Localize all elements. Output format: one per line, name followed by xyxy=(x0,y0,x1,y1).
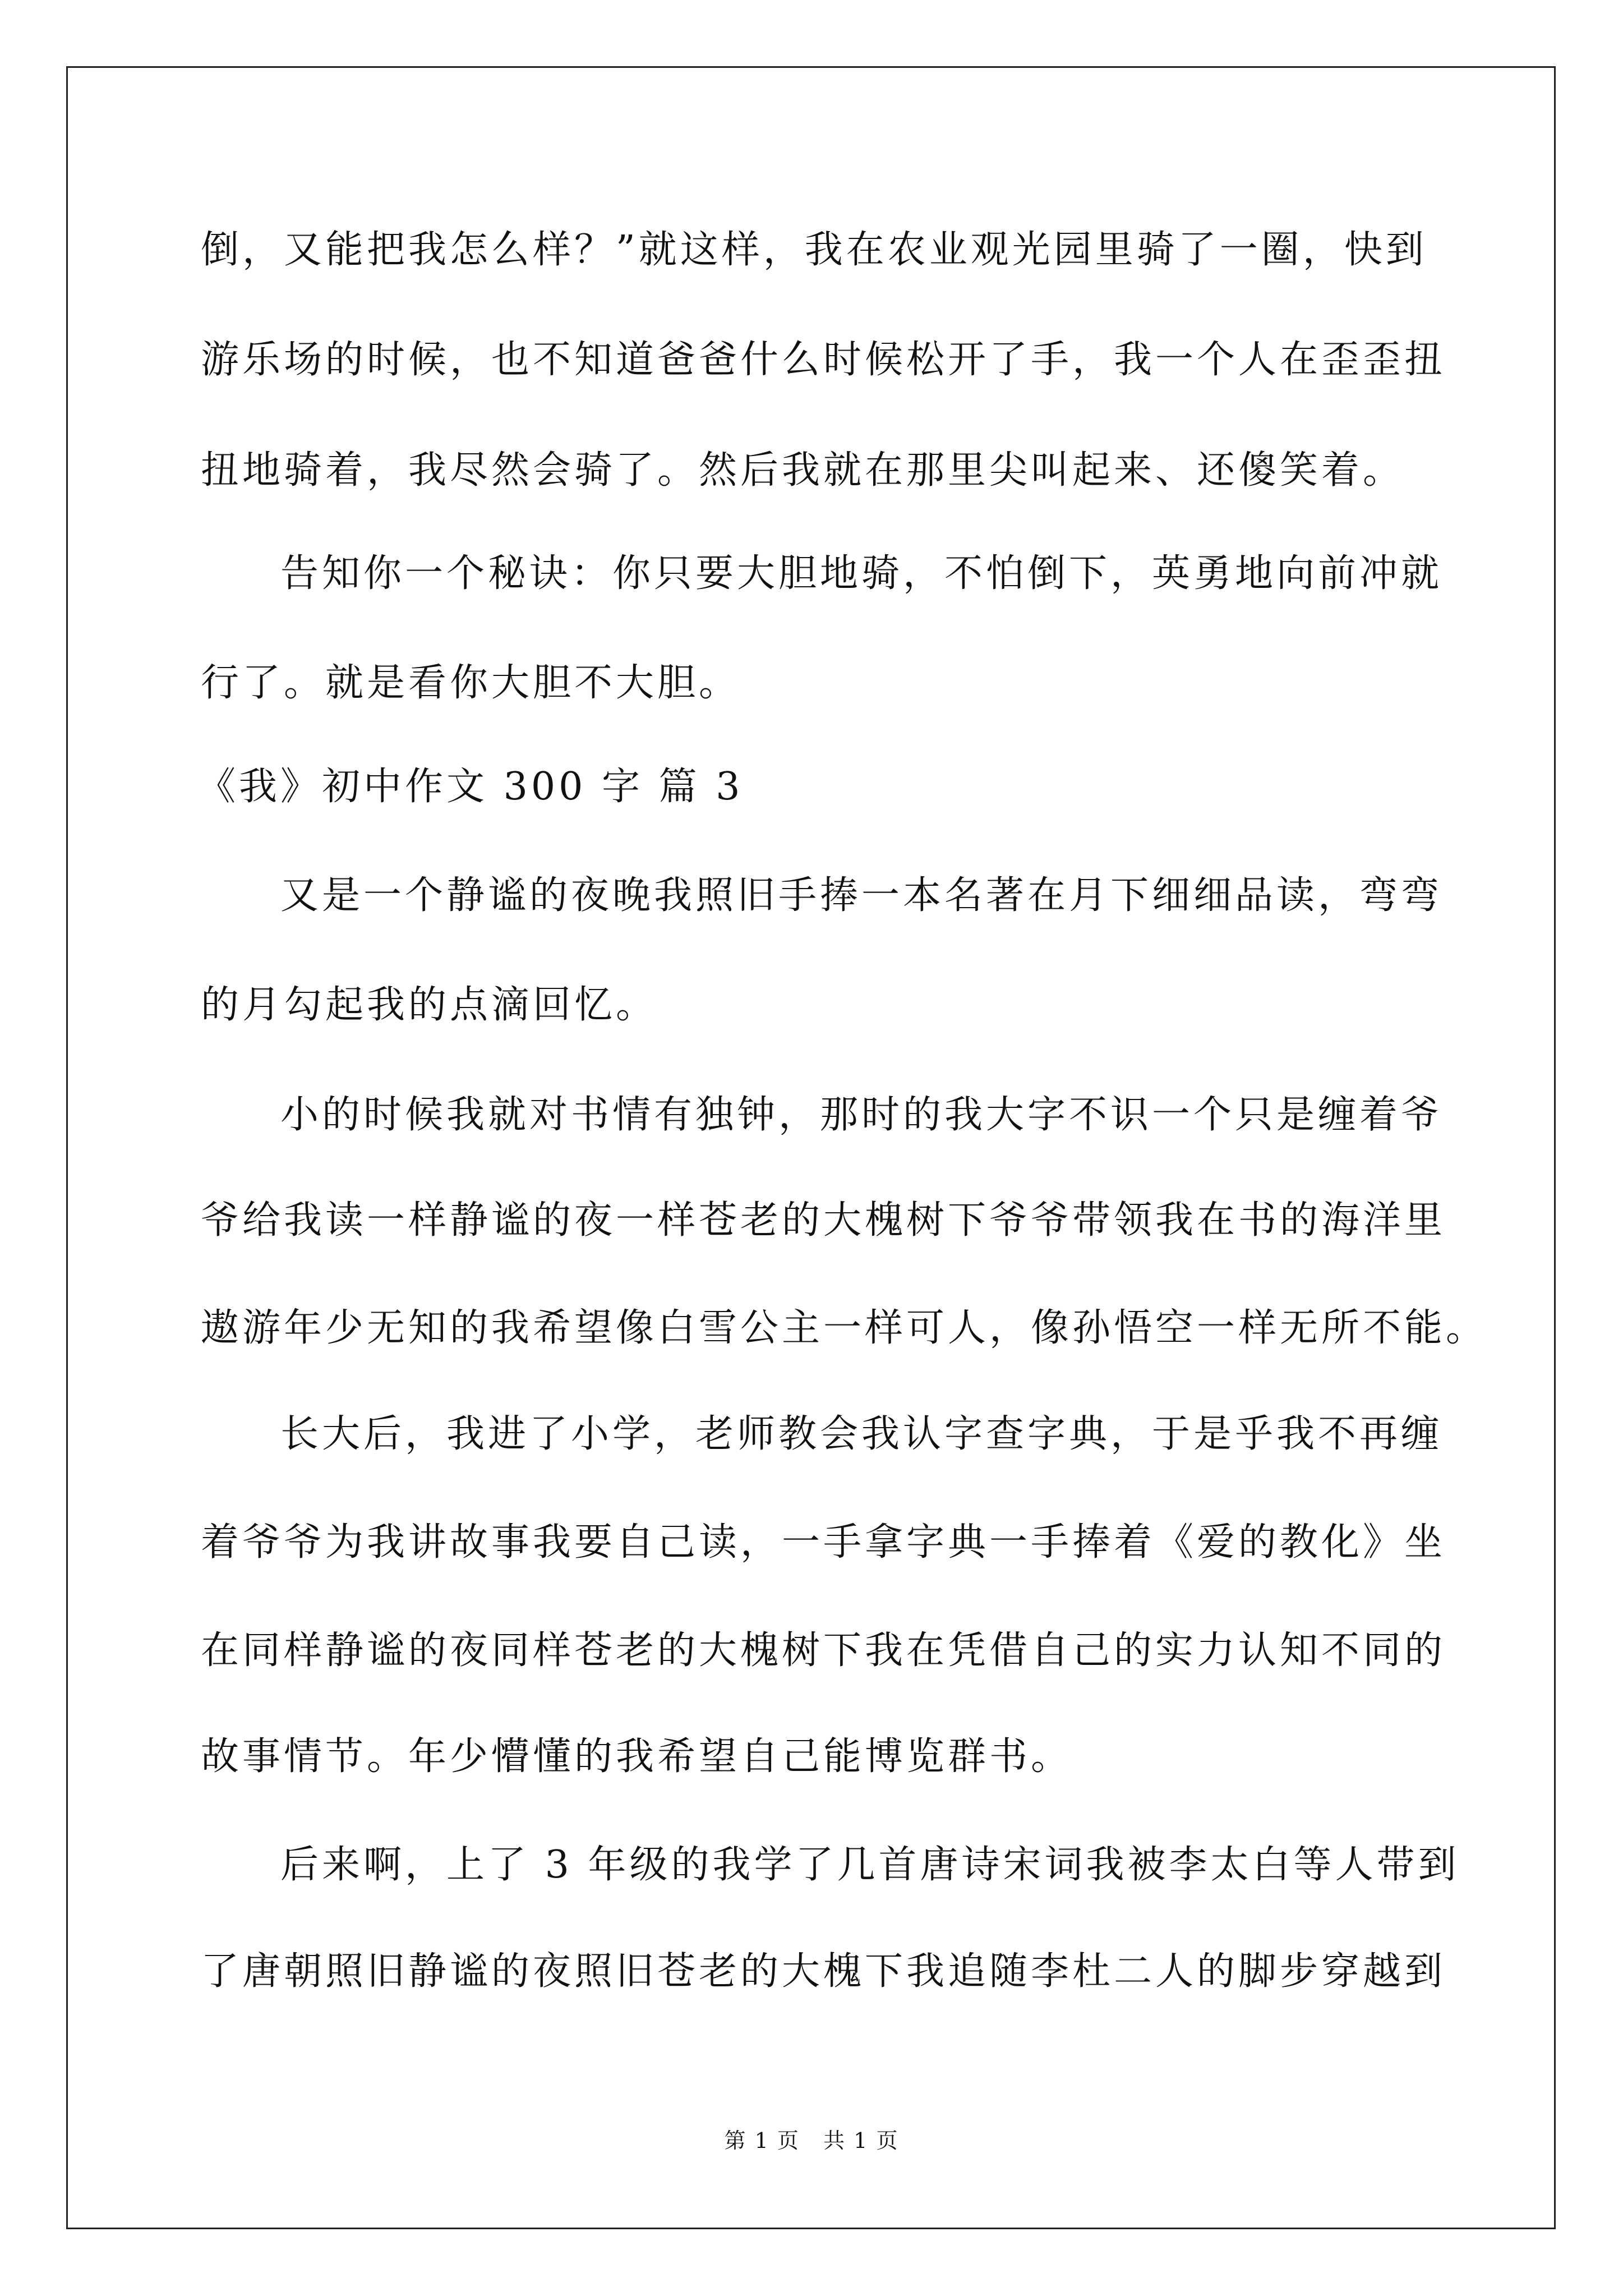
text-line: 着爷爷为我讲故事我要自己读，一手拿字典一手捧着《爱的教化》坐 xyxy=(201,1520,1446,1565)
text-line: 在同样静谧的夜同样苍老的大槐树下我在凭借自己的实力认知不同的 xyxy=(201,1628,1446,1673)
text-line: 扭地骑着，我尽然会骑了。然后我就在那里尖叫起来、还傻笑着。 xyxy=(201,448,1405,493)
text-line: 的月勾起我的点滴回忆。 xyxy=(201,983,658,1027)
text-line: 故事情节。年少懵懂的我希望自己能博览群书。 xyxy=(201,1734,1073,1779)
paragraph-start-line: 后来啊，上了 3 年级的我学了几首唐诗宋词我被李太白等人带到 xyxy=(280,1843,1460,1887)
paragraph-start-line: 小的时候我就对书情有独钟，那时的我大字不识一个只是缠着爷 xyxy=(280,1093,1443,1137)
paragraph-start-line: 又是一个静谧的夜晚我照旧手捧一本名著在月下细细品读，弯弯 xyxy=(280,873,1443,918)
section-heading: 《我》初中作文 300 字 篇 3 xyxy=(197,765,744,809)
text-line: 爷给我读一样静谧的夜一样苍老的大槐树下爷爷带领我在书的海洋里 xyxy=(201,1198,1446,1243)
text-line: 遨游年少无知的我希望像白雪公主一样可人，像孙悟空一样无所不能。 xyxy=(201,1306,1488,1350)
text-line: 倒，又能把我怎么样？”就这样，我在农业观光园里骑了一圈，快到 xyxy=(201,228,1427,272)
page-border xyxy=(66,66,1556,2229)
paragraph-start-line: 长大后，我进了小学，老师教会我认字查字典，于是乎我不再缠 xyxy=(280,1412,1443,1456)
text-line: 游乐场的时候，也不知道爸爸什么时候松开了手，我一个人在歪歪扭 xyxy=(201,338,1446,382)
paragraph-start-line: 告知你一个秘诀：你只要大胆地骑，不怕倒下，英勇地向前冲就 xyxy=(280,551,1443,596)
text-line: 了唐朝照旧静谧的夜照旧苍老的大槐下我追随李杜二人的脚步穿越到 xyxy=(201,1949,1446,1994)
page-number-footer: 第 1 页 共 1 页 xyxy=(724,2128,899,2153)
text-line: 行了。就是看你大胆不大胆。 xyxy=(201,661,741,705)
